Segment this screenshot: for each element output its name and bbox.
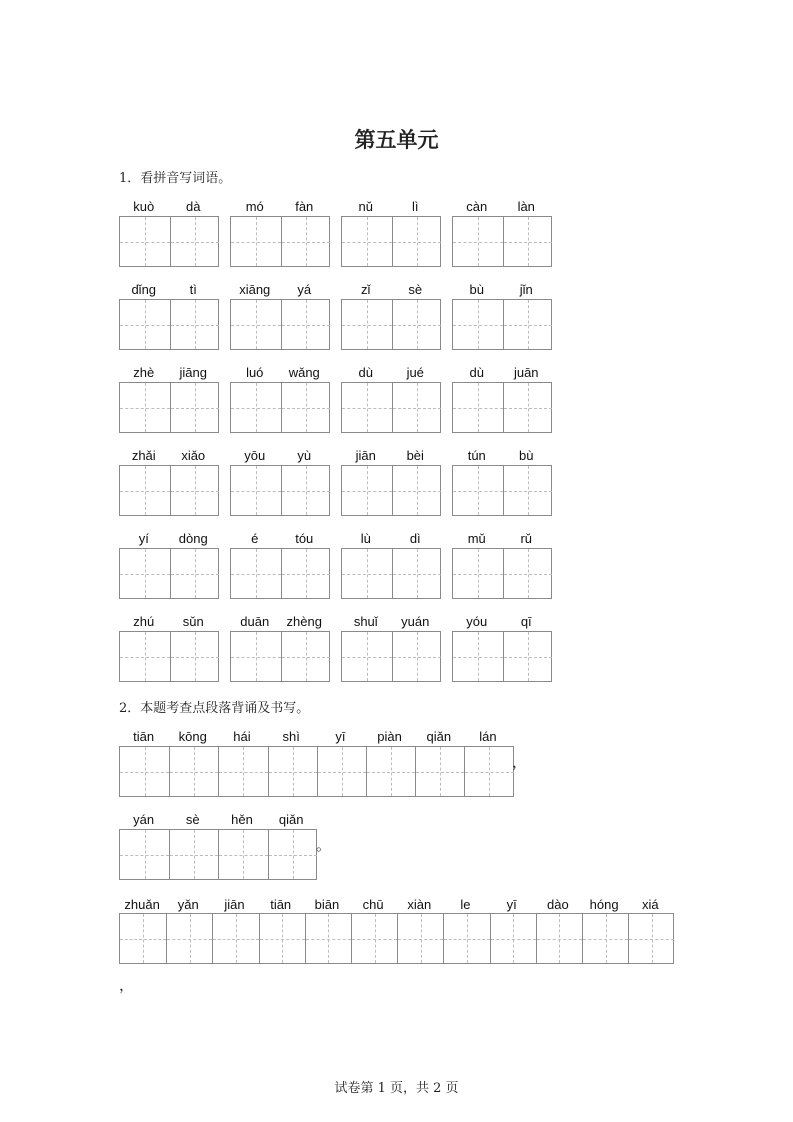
guide-line xyxy=(213,939,258,940)
guide-line xyxy=(342,657,392,658)
guide-line xyxy=(219,855,267,856)
guide-line xyxy=(120,325,170,326)
guide-line xyxy=(393,491,442,492)
word-box[interactable] xyxy=(119,216,219,267)
writing-cell[interactable] xyxy=(453,383,503,432)
pinyin-label: mǔ xyxy=(467,531,486,546)
writing-cell[interactable] xyxy=(170,300,220,349)
writing-cell[interactable] xyxy=(281,300,331,349)
word-box[interactable] xyxy=(119,299,219,350)
pinyin-label: lù xyxy=(360,531,371,546)
guide-line xyxy=(504,408,553,409)
pinyin-label: dù xyxy=(469,365,484,380)
pinyin-label: yá xyxy=(297,282,312,297)
writing-cell[interactable] xyxy=(342,300,392,349)
guide-line xyxy=(504,325,553,326)
guide-line xyxy=(504,657,553,658)
writing-cell[interactable] xyxy=(464,747,513,796)
pinyin-label: xiàn xyxy=(407,897,432,912)
word-box[interactable] xyxy=(230,465,330,516)
pinyin-label: dǐng xyxy=(131,282,157,297)
pinyin-label: hái xyxy=(233,729,251,744)
pinyin-label: xiāng xyxy=(239,282,271,297)
writing-cell[interactable] xyxy=(453,632,503,681)
pinyin-label: jiān xyxy=(355,448,376,463)
guide-line xyxy=(416,772,464,773)
pinyin-label: jiān xyxy=(224,897,245,912)
pinyin-label: wǎng xyxy=(288,365,320,380)
guide-line xyxy=(120,772,169,773)
guide-line xyxy=(504,574,553,575)
word-box[interactable] xyxy=(119,548,219,599)
guide-line xyxy=(269,772,317,773)
writing-cell[interactable] xyxy=(169,747,218,796)
guide-line xyxy=(120,939,166,940)
word-box[interactable] xyxy=(341,382,441,433)
writing-cell[interactable] xyxy=(305,914,351,963)
writing-cell[interactable] xyxy=(268,830,317,879)
word-box[interactable] xyxy=(452,382,552,433)
guide-line xyxy=(282,408,331,409)
comma-mark: ， xyxy=(119,976,135,994)
pinyin-label: xiá xyxy=(641,897,659,912)
pinyin-label: sǔn xyxy=(182,614,204,629)
guide-line xyxy=(120,574,170,575)
writing-cell[interactable] xyxy=(212,914,258,963)
word-box[interactable] xyxy=(230,548,330,599)
pinyin-label: yù xyxy=(297,448,312,463)
writing-cell[interactable] xyxy=(342,383,392,432)
sentence-box[interactable] xyxy=(119,746,514,797)
writing-cell[interactable] xyxy=(453,217,503,266)
writing-cell[interactable] xyxy=(392,466,442,515)
pinyin-label: càn xyxy=(466,199,488,214)
guide-line xyxy=(342,574,392,575)
pinyin-label: tì xyxy=(189,282,197,297)
guide-line xyxy=(393,574,442,575)
pinyin-label: luó xyxy=(246,365,264,380)
guide-line xyxy=(583,939,628,940)
word-box[interactable] xyxy=(452,548,552,599)
pinyin-label: yuán xyxy=(401,614,430,629)
pinyin-label: kōng xyxy=(178,729,207,744)
writing-cell[interactable] xyxy=(392,300,442,349)
writing-cell[interactable] xyxy=(415,747,464,796)
pinyin-label: yí xyxy=(138,531,149,546)
pinyin-label: zǐ xyxy=(361,282,371,297)
guide-line xyxy=(170,772,218,773)
pinyin-label: yóu xyxy=(466,614,488,629)
pinyin-label: zhèng xyxy=(286,614,322,629)
guide-line xyxy=(444,939,489,940)
guide-line xyxy=(453,574,503,575)
writing-cell[interactable] xyxy=(120,217,170,266)
writing-cell[interactable] xyxy=(536,914,582,963)
guide-line xyxy=(367,772,415,773)
page-title: 第五单元 xyxy=(354,128,439,152)
writing-cell[interactable] xyxy=(342,217,392,266)
pinyin-label: sè xyxy=(408,282,423,297)
guide-line xyxy=(171,657,220,658)
word-box[interactable] xyxy=(341,548,441,599)
writing-cell[interactable] xyxy=(120,549,170,598)
writing-cell[interactable] xyxy=(231,466,281,515)
pinyin-label: yǎn xyxy=(177,897,199,912)
pinyin-label: shuǐ xyxy=(353,614,378,629)
pinyin-label: hěn xyxy=(231,812,253,827)
pinyin-label: zhú xyxy=(133,614,155,629)
pinyin-label: kuò xyxy=(133,199,155,214)
guide-line xyxy=(491,939,536,940)
pinyin-label: rǔ xyxy=(520,531,533,546)
guide-line xyxy=(318,772,366,773)
guide-line xyxy=(393,242,442,243)
pinyin-label: jǐn xyxy=(519,282,533,297)
writing-cell[interactable] xyxy=(170,217,220,266)
word-box[interactable] xyxy=(230,299,330,350)
word-box[interactable] xyxy=(452,216,552,267)
guide-line xyxy=(306,939,351,940)
guide-line xyxy=(120,491,170,492)
writing-cell[interactable] xyxy=(231,217,281,266)
pinyin-label: nǔ xyxy=(358,199,373,214)
word-box[interactable] xyxy=(119,631,219,682)
word-box[interactable] xyxy=(341,465,441,516)
guide-line xyxy=(629,939,674,940)
pinyin-label: tiān xyxy=(270,897,292,912)
pinyin-label: biān xyxy=(314,897,340,912)
writing-cell[interactable] xyxy=(231,549,281,598)
guide-line xyxy=(465,772,513,773)
writing-cell[interactable] xyxy=(503,632,553,681)
pinyin-label: zhuǎn xyxy=(124,897,160,912)
page-footer: 试卷第 1 页，共 2 页 xyxy=(334,1081,459,1096)
pinyin-label: mó xyxy=(245,199,264,214)
writing-cell[interactable] xyxy=(503,300,553,349)
pinyin-label: tóu xyxy=(295,531,314,546)
pinyin-label: tún xyxy=(467,448,486,463)
pinyin-label: zhǎi xyxy=(131,448,156,463)
guide-line xyxy=(393,325,442,326)
guide-line xyxy=(219,772,267,773)
guide-line xyxy=(282,657,331,658)
pinyin-label: qī xyxy=(520,614,532,629)
guide-line xyxy=(282,242,331,243)
pinyin-label: shì xyxy=(282,729,300,744)
pinyin-label: dì xyxy=(409,531,421,546)
guide-line xyxy=(537,939,582,940)
comma-mark: ， xyxy=(512,753,528,771)
word-box[interactable] xyxy=(119,382,219,433)
writing-cell[interactable] xyxy=(351,914,397,963)
guide-line xyxy=(282,325,331,326)
guide-line xyxy=(342,325,392,326)
writing-cell[interactable] xyxy=(317,747,366,796)
writing-cell[interactable] xyxy=(120,632,170,681)
writing-cell[interactable] xyxy=(120,747,169,796)
pinyin-label: tiān xyxy=(133,729,155,744)
guide-line xyxy=(171,325,220,326)
writing-cell[interactable] xyxy=(170,632,220,681)
writing-cell[interactable] xyxy=(342,549,392,598)
writing-cell[interactable] xyxy=(281,383,331,432)
writing-cell[interactable] xyxy=(443,914,489,963)
guide-line xyxy=(269,855,317,856)
pinyin-label: jiāng xyxy=(179,365,207,380)
question-2-label: 2．本题考查点段落背诵及书写。 xyxy=(119,701,310,716)
guide-line xyxy=(453,657,503,658)
word-box[interactable] xyxy=(341,216,441,267)
writing-cell[interactable] xyxy=(120,914,166,963)
guide-line xyxy=(504,491,553,492)
pinyin-label: juān xyxy=(513,365,539,380)
writing-cell[interactable] xyxy=(342,632,392,681)
guide-line xyxy=(171,408,220,409)
word-box[interactable] xyxy=(119,465,219,516)
sentence-box[interactable] xyxy=(119,829,317,880)
guide-line xyxy=(260,939,305,940)
word-box[interactable] xyxy=(230,631,330,682)
word-box[interactable] xyxy=(341,631,441,682)
guide-line xyxy=(393,408,442,409)
writing-cell[interactable] xyxy=(490,914,536,963)
writing-cell[interactable] xyxy=(392,217,442,266)
writing-cell[interactable] xyxy=(503,383,553,432)
pinyin-label: qiǎn xyxy=(426,729,452,744)
guide-line xyxy=(453,242,503,243)
writing-cell[interactable] xyxy=(582,914,628,963)
pinyin-label: fàn xyxy=(295,199,314,214)
writing-cell[interactable] xyxy=(169,830,218,879)
guide-line xyxy=(120,242,170,243)
period-mark: 。 xyxy=(316,836,332,854)
writing-cell[interactable] xyxy=(453,300,503,349)
guide-line xyxy=(231,657,281,658)
writing-cell[interactable] xyxy=(281,466,331,515)
guide-line xyxy=(453,491,503,492)
guide-line xyxy=(120,657,170,658)
pinyin-label: làn xyxy=(517,199,535,214)
pinyin-label: dù xyxy=(358,365,373,380)
pinyin-label: dào xyxy=(547,897,569,912)
word-box[interactable] xyxy=(230,216,330,267)
writing-cell[interactable] xyxy=(392,549,442,598)
writing-cell[interactable] xyxy=(503,466,553,515)
pinyin-label: hóng xyxy=(589,897,619,912)
guide-line xyxy=(231,574,281,575)
writing-cell[interactable] xyxy=(342,466,392,515)
pinyin-label: qiǎn xyxy=(278,812,304,827)
guide-line xyxy=(231,491,281,492)
pinyin-label: lán xyxy=(479,729,497,744)
writing-cell[interactable] xyxy=(281,632,331,681)
guide-line xyxy=(171,574,220,575)
pinyin-label: le xyxy=(460,897,471,912)
guide-line xyxy=(167,939,212,940)
pinyin-label: bù xyxy=(469,282,484,297)
writing-cell[interactable] xyxy=(120,383,170,432)
writing-cell[interactable] xyxy=(503,217,553,266)
writing-cell[interactable] xyxy=(166,914,212,963)
guide-line xyxy=(342,491,392,492)
guide-line xyxy=(453,408,503,409)
guide-line xyxy=(504,242,553,243)
writing-cell[interactable] xyxy=(231,632,281,681)
writing-cell[interactable] xyxy=(281,217,331,266)
writing-cell[interactable] xyxy=(366,747,415,796)
guide-line xyxy=(231,408,281,409)
pinyin-label: chū xyxy=(362,897,384,912)
pinyin-label: duān xyxy=(240,614,270,629)
guide-line xyxy=(453,325,503,326)
guide-line xyxy=(171,242,220,243)
pinyin-label: yī xyxy=(506,897,517,912)
guide-line xyxy=(352,939,397,940)
writing-cell[interactable] xyxy=(453,549,503,598)
guide-line xyxy=(282,574,331,575)
guide-line xyxy=(231,325,281,326)
writing-cell[interactable] xyxy=(628,914,674,963)
writing-cell[interactable] xyxy=(259,914,305,963)
pinyin-label: dòng xyxy=(178,531,208,546)
guide-line xyxy=(342,408,392,409)
writing-cell[interactable] xyxy=(120,830,169,879)
word-box[interactable] xyxy=(341,299,441,350)
pinyin-label: bèi xyxy=(406,448,424,463)
guide-line xyxy=(398,939,443,940)
writing-cell[interactable] xyxy=(392,632,442,681)
pinyin-label: jué xyxy=(406,365,424,380)
pinyin-label: é xyxy=(251,531,259,546)
writing-cell[interactable] xyxy=(120,300,170,349)
writing-cell[interactable] xyxy=(397,914,443,963)
guide-line xyxy=(393,657,442,658)
sentence-box[interactable] xyxy=(119,913,674,964)
pinyin-label: bù xyxy=(519,448,534,463)
pinyin-label: xiǎo xyxy=(181,448,206,463)
writing-cell[interactable] xyxy=(170,383,220,432)
pinyin-label: sè xyxy=(185,812,200,827)
writing-cell[interactable] xyxy=(281,549,331,598)
word-box[interactable] xyxy=(452,465,552,516)
pinyin-label: dà xyxy=(186,199,201,214)
writing-cell[interactable] xyxy=(170,466,220,515)
writing-cell[interactable] xyxy=(453,466,503,515)
guide-line xyxy=(120,855,169,856)
writing-cell[interactable] xyxy=(120,466,170,515)
guide-line xyxy=(170,855,218,856)
writing-cell[interactable] xyxy=(218,747,267,796)
guide-line xyxy=(231,242,281,243)
guide-line xyxy=(282,491,331,492)
question-1-label: 1．看拼音写词语。 xyxy=(119,171,232,186)
pinyin-label: piàn xyxy=(377,729,402,744)
pinyin-label: yōu xyxy=(244,448,266,463)
writing-cell[interactable] xyxy=(231,300,281,349)
word-box[interactable] xyxy=(452,299,552,350)
writing-cell[interactable] xyxy=(503,549,553,598)
writing-cell[interactable] xyxy=(231,383,281,432)
pinyin-label: yī xyxy=(335,729,346,744)
pinyin-label: lì xyxy=(412,199,419,214)
guide-line xyxy=(342,242,392,243)
pinyin-label: yán xyxy=(133,812,155,827)
guide-line xyxy=(120,408,170,409)
guide-line xyxy=(171,491,220,492)
word-box[interactable] xyxy=(452,631,552,682)
writing-cell[interactable] xyxy=(170,549,220,598)
pinyin-label: zhè xyxy=(133,365,155,380)
writing-cell[interactable] xyxy=(392,383,442,432)
writing-cell[interactable] xyxy=(268,747,317,796)
writing-cell[interactable] xyxy=(218,830,267,879)
word-box[interactable] xyxy=(230,382,330,433)
